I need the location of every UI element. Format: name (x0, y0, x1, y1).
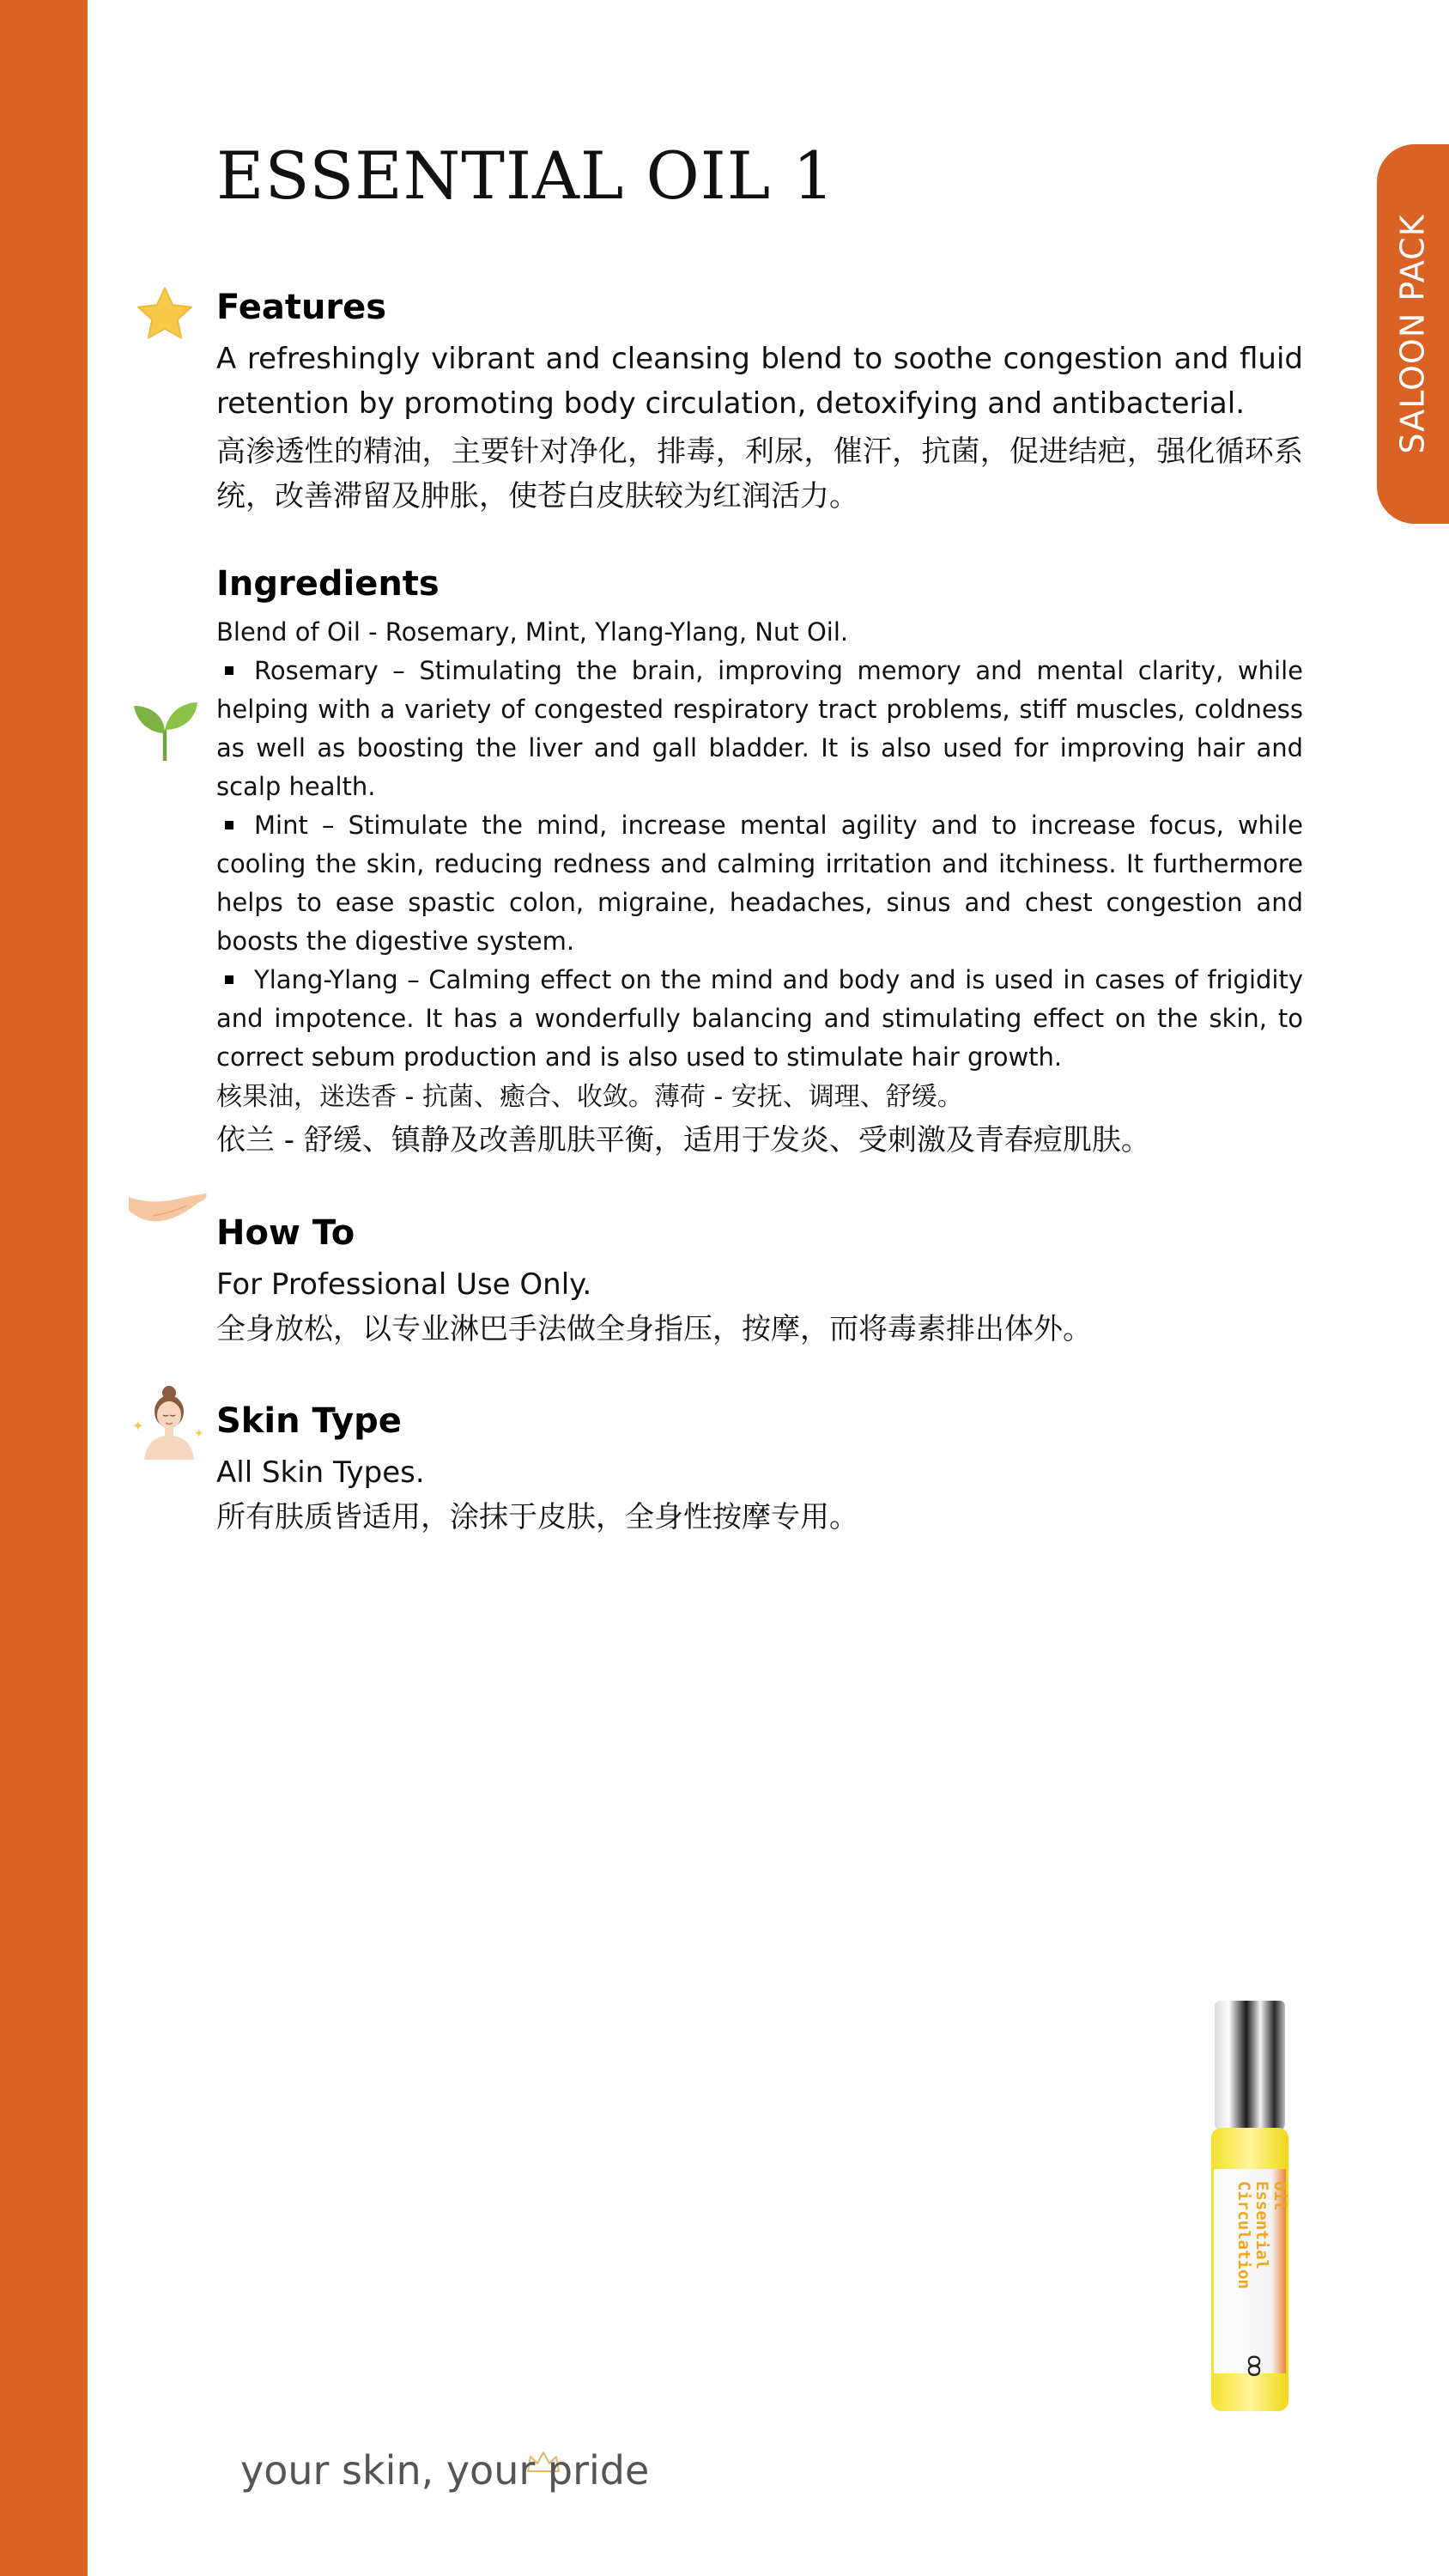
how-to-section (216, 1209, 1303, 1352)
features-text-zh: 高渗透性的精油，主要针对净化，排毒，利尿，催汗，抗菌，促进结疤，强化循环系统，改善滞留及肿胀，使苍白皮肤较为红润活力。 (216, 434, 1303, 513)
page-title: ESSENTIAL OIL 1 (216, 137, 835, 214)
how-to-text-en: For Professional Use Only. (216, 1267, 592, 1302)
saloon-pack-label: SALOON PACK (1394, 214, 1433, 454)
features-section (216, 283, 1303, 519)
ingredient-item (216, 961, 1303, 1077)
left-accent-bar (0, 0, 88, 2576)
ingredients-text-zh-2: 依兰 - 舒缓、镇静及改善肌肤平衡，适用于发炎、受刺激及青春痘肌肤。 (216, 1123, 1150, 1157)
ingredients-section (216, 560, 1303, 1163)
bottle-label-line1: Circulation (1234, 2181, 1253, 2289)
sprout-icon (130, 696, 199, 764)
bottle-brand-mark: ꝏ (1242, 2354, 1268, 2378)
svg-text:✦: ✦ (132, 1418, 144, 1434)
woman-face-icon (129, 1381, 209, 1460)
bullet-icon (225, 666, 233, 675)
features-text-en: A refreshingly vibrant and cleansing blend to soothe congestion and fluid retention by promoting body circulation, detoxifying and antibacterial. (216, 342, 1303, 421)
bullet-icon (225, 975, 233, 984)
features-heading: Features (216, 288, 387, 327)
how-to-text-zh: 全身放松，以专业淋巴手法做全身指压，按摩，而将毒素排出体外。 (216, 1312, 1092, 1346)
ingredients-heading: Ingredients (216, 564, 440, 604)
ingredient-mint: Mint – Stimulate the mind, increase mental agility and to increase focus, while cooling the skin, reducing redness and calming irritation and itchiness. It furthermore helps to ease spastic colon, migraine, headaches, sinus and chest congestion and boosts the digestive system. (216, 811, 1303, 956)
bullet-icon (225, 821, 233, 829)
star-icon (132, 283, 197, 345)
skin-type-text-zh: 所有肤质皆适用，涂抹于皮肤，全身性按摩专用。 (216, 1500, 858, 1534)
svg-text:✦: ✦ (194, 1427, 204, 1441)
ingredient-item (216, 652, 1303, 806)
ingredient-rosemary: Rosemary – Stimulating the brain, improving memory and mental clarity, while helping with a variety of congested respiratory tract problems, stiff muscles, coldness as well as boosting the liver and gall bladder. It is also used for improving hair and scalp health. (216, 656, 1303, 801)
bottle-label-line2: Essential (1252, 2181, 1271, 2269)
ingredients-text-zh-1: 核果油，迷迭香 - 抗菌、癒合、收敛。薄荷 - 安抚、调理、舒缓。 (216, 1082, 963, 1112)
tagline: your skin, your pride (240, 2447, 650, 2494)
ingredients-blend: Blend of Oil - Rosemary, Mint, Ylang-Ylang, Nut Oil. (216, 617, 849, 647)
product-bottle-image (1202, 2001, 1298, 2421)
skin-type-text-en: All Skin Types. (216, 1455, 425, 1490)
skin-type-heading: Skin Type (216, 1401, 402, 1441)
hand-icon (127, 1190, 209, 1230)
bottle-label-line3: Oil (1270, 2181, 1289, 2211)
how-to-heading: How To (216, 1213, 355, 1253)
skin-type-section (216, 1397, 1303, 1540)
ingredient-item (216, 806, 1303, 961)
saloon-pack-tab (1377, 144, 1449, 524)
ingredient-ylang-ylang: Ylang-Ylang – Calming effect on the mind and body and is used in cases of frigidity and impotence. It has a wonderfully balancing and stimulating effect on the skin, to correct sebum production and is also used to stimulate hair growth. (216, 965, 1303, 1072)
